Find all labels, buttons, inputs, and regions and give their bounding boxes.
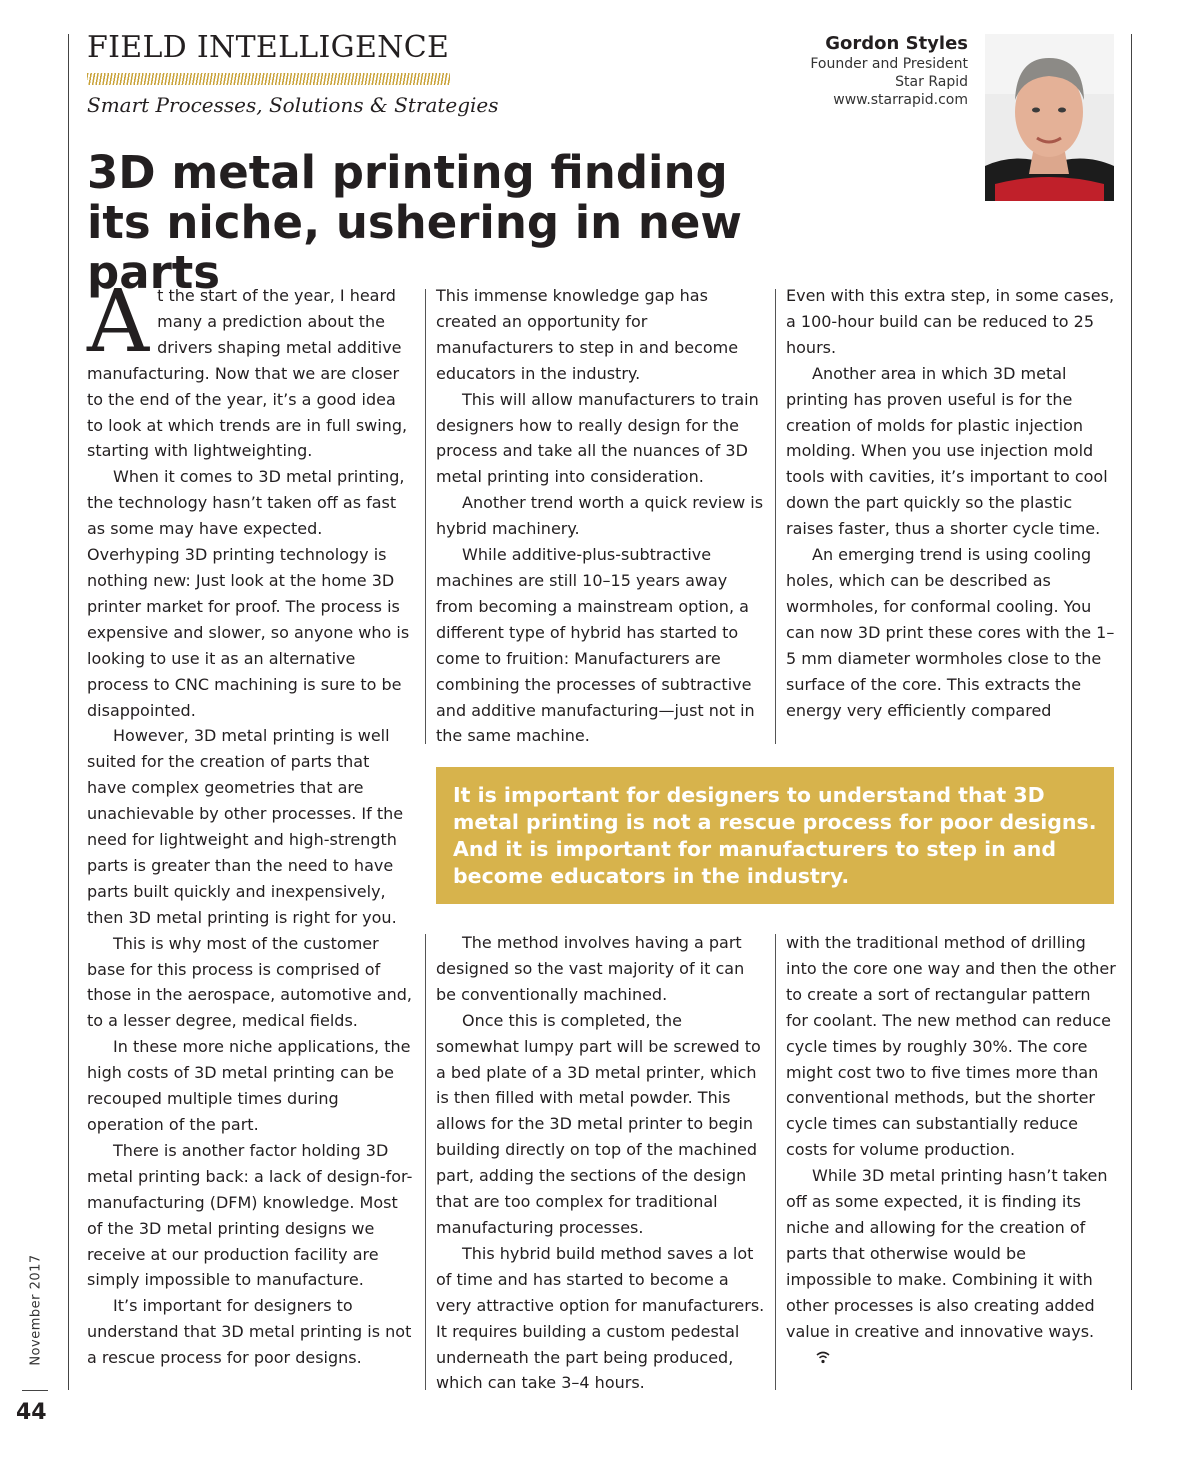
column-divider bbox=[425, 934, 426, 1390]
left-margin-rule bbox=[68, 34, 69, 1390]
drop-cap: A bbox=[87, 272, 150, 372]
paragraph: Another area in which 3D metal printing has proven useful is for the creation of molds for plastic injection molding. When you use injection mold tools with cavities, it’s important to cool down the part quickly so the plastic raises faster, thus a shorter cycle time. bbox=[786, 363, 1108, 539]
paragraph: This hybrid build method saves a lot of time and has started to become a very attractive option for manufacturers. It requires building a custom pedestal underneath the part being produced, which can take 3–4 hours. bbox=[436, 1243, 765, 1393]
article-column-2-top bbox=[436, 283, 766, 749]
paragraph: It’s important for designers to understand that 3D metal printing is not a rescue process for poor designs. bbox=[87, 1296, 412, 1368]
department-tagline: Smart Processes, Solutions & Strategies bbox=[87, 93, 499, 117]
paragraph: In these more niche applications, the high costs of 3D metal printing can be recouped multiple times during operation of the part. bbox=[87, 1037, 411, 1134]
paragraph: with the traditional method of drilling into the core one way and then the other to create a sort of rectangular pattern for coolant. The new method can reduce cycle times by roughly 30%. The core might cost two to five times more than conventional methods, but the shorter cycle times can substantially reduce costs for volume production. bbox=[786, 933, 1116, 1160]
author-byline bbox=[810, 33, 968, 109]
paragraph: There is another factor holding 3D metal printing back: a lack of design-for-manufacturing (DFM) knowledge. Most of the 3D metal printing designs we receive at our production facility are simply impossible to manufacture. bbox=[87, 1140, 413, 1290]
author-name: Gordon Styles bbox=[825, 33, 968, 54]
article-column-3-top bbox=[786, 283, 1116, 723]
author-url: www.starrapid.com bbox=[833, 92, 968, 108]
issue-date: November 2017 bbox=[28, 1254, 44, 1366]
paragraph: This is why most of the customer base for this process is comprised of those in the aerospace, automotive and, to a lesser degree, medical fields. bbox=[87, 933, 412, 1031]
paragraph: While 3D metal printing hasn’t taken off as some expected, it is finding its niche and allowing for the creation of parts that otherwise would be impossible to make. Combining it with other processes is also creating added value in creative and innovative ways. bbox=[786, 1163, 1116, 1371]
paragraph: The method involves having a part designed so the vast majority of it can be conventionally machined. bbox=[436, 933, 745, 1004]
paragraph: When it comes to 3D metal printing, the technology hasn’t taken off as fast as some may have expected. Overhyping 3D printing technology is nothing new: Just look at the home 3D printer market for proof. The process is expensive and slower, so anyone who is looking to use it as an alternative process to CNC machining is sure to be disappointed. bbox=[87, 467, 410, 720]
paragraph: An emerging trend is using cooling holes, which can be described as wormholes, for conformal cooling. You can now 3D print these cores with the 1–5 mm diameter wormholes close to the surface of the core. This extracts the energy very efficiently compared bbox=[786, 545, 1115, 720]
decorative-hatch-rule bbox=[87, 73, 450, 85]
paragraph: At the start of the year, I heard many a prediction about the drivers shaping metal additive manufacturing. Now that we are closer to the end of the year, it’s a good idea to look at which trends are in full swing, starting with lightweighting. bbox=[87, 272, 408, 461]
paragraph: While additive-plus-subtractive machines are still 10–15 years away from becoming a mainstream option, a different type of hybrid has started to come to fruition: Manufacturers are combining the processes of subtractive and additive manufacturing—just not in the same machine. bbox=[436, 545, 755, 746]
article-headline: 3D metal printing finding its niche, ushering in new parts bbox=[87, 146, 743, 299]
author-title: Founder and President bbox=[810, 56, 968, 72]
department-title: FIELD INTELLIGENCE bbox=[87, 30, 450, 65]
paragraph: This immense knowledge gap has created an opportunity for manufacturers to step in and become educators in the industry. bbox=[436, 286, 739, 383]
paragraph: Once this is completed, the somewhat lumpy part will be screwed to a bed plate of a 3D metal printer, which is then filled with metal powder. This allows for the 3D metal printer to begin building directly on top of the machined part, adding the sections of the design that are too complex for traditional manufacturing processes. bbox=[436, 1010, 761, 1237]
column-divider bbox=[775, 934, 776, 1390]
author-company: Star Rapid bbox=[895, 74, 968, 90]
article-column-2-bottom bbox=[436, 930, 766, 1396]
right-margin-rule bbox=[1131, 34, 1132, 1390]
column-divider bbox=[425, 289, 426, 744]
paragraph: This will allow manufacturers to train designers how to really design for the process and take all the nuances of 3D metal printing into consideration. bbox=[436, 389, 759, 487]
paragraph: Even with this extra step, in some cases, a 100-hour build can be reduced to 25 hours. bbox=[786, 286, 1115, 357]
article-column-1 bbox=[87, 272, 413, 1371]
paragraph: However, 3D metal printing is well suited for the creation of parts that have complex geometries that are unachievable by other processes. If the need for lightweight and high-strength parts is greater than the need to have parts built quickly and inexpensively, then 3D metal printing is right for you. bbox=[87, 726, 404, 927]
article-column-3-bottom bbox=[786, 930, 1116, 1371]
column-divider bbox=[775, 289, 776, 744]
wifi-end-mark-icon bbox=[790, 1346, 830, 1372]
paragraph: Another trend worth a quick review is hybrid machinery. bbox=[436, 493, 764, 539]
pull-quote: It is important for designers to understand that 3D metal printing is not a rescue process for poor designs. And it is important for manufacturers to step in and become educators in the industry. bbox=[436, 767, 1114, 904]
folio-rule bbox=[22, 1390, 48, 1391]
page-number: 44 bbox=[16, 1400, 47, 1425]
author-photo bbox=[985, 34, 1114, 201]
